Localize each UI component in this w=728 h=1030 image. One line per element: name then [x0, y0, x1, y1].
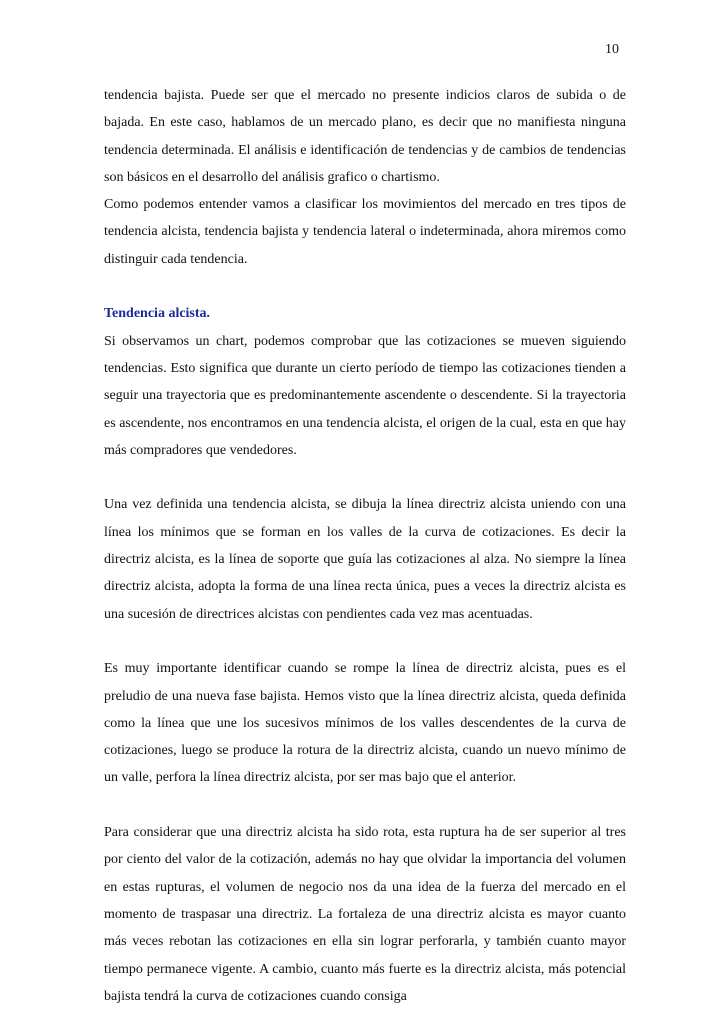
document-body — [104, 82, 626, 1010]
paragraph-trend-types: Como podemos entender vamos a clasificar los movimientos del mercado en tres tipos de tendencia alcista, tendencia bajista y tendencia lateral o indeterminada, ahora miremos como distinguir cada tendencia. — [104, 197, 626, 267]
page-number: 10 — [605, 42, 619, 57]
paragraph-trendline-break: Es muy importante identificar cuando se rompe la línea de directriz alcista, pues es el preludio de una nueva fase bajista. Hemos visto que la línea directriz alcista, queda definida como la línea que une los sucesivos mínimos de los valles descendentes de la curva de cotizaciones, luego se produce la rotura de la directriz alcista, cuando un nuevo mínimo de un valle, perfora la línea directriz alcista, por ser mas bajo que el anterior. — [104, 661, 626, 786]
paragraph-break-confirmation: Para considerar que una directriz alcista ha sido rota, esta ruptura ha de ser superior al tres por ciento del valor de la cotización, además no hay que olvidar la importancia del volumen en estas rupturas, el volumen de negocio nos da una idea de la fuerza del mercado en el momento de traspasar una directriz. La fortaleza de una directriz alcista es mayor cuanto más veces rebotan las cotizaciones en ella sin lograr perforarla, y también cuanto mayor tiempo permanece vigente. A cambio, cuanto más fuerte es la directriz alcista, más potencial bajista tendrá la curva de cotizaciones cuando consiga — [104, 825, 626, 1004]
section-heading-uptrend: Tendencia alcista. — [104, 306, 211, 322]
paragraph-chart-trends: Si observamos un chart, podemos comprobar que las cotizaciones se mueven siguiendo tendencias. Esto significa que durante un cierto período de tiempo las cotizaciones tienden a seguir una trayectoria que es predominantemente ascendente o descendente. Si la trayectoria es ascendente, nos encontramos en una tendencia alcista, el origen de la cual, esta en que hay más compradores que vendedores. — [104, 333, 626, 458]
paragraph-intro: tendencia bajista. Puede ser que el mercado no presente indicios claros de subida o de bajada. En este caso, hablamos de un mercado plano, es decir que no manifiesta ninguna tendencia determinada. El análisis e identificación de tendencias y de cambios de tendencias son básicos en el desarrollo del análisis grafico o chartismo. — [104, 88, 626, 185]
paragraph-trendline-definition: Una vez definida una tendencia alcista, se dibuja la línea directriz alcista uniendo con una línea los mínimos que se forman en los valles de la curva de cotizaciones. Es decir la directriz alcista, es la línea de soporte que guía las cotizaciones al alza. No siempre la línea directriz alcista, adopta la forma de una línea recta única, pues a veces la directriz alcista es una sucesión de directrices alcistas con pendientes cada vez mas acentuadas. — [104, 497, 626, 622]
